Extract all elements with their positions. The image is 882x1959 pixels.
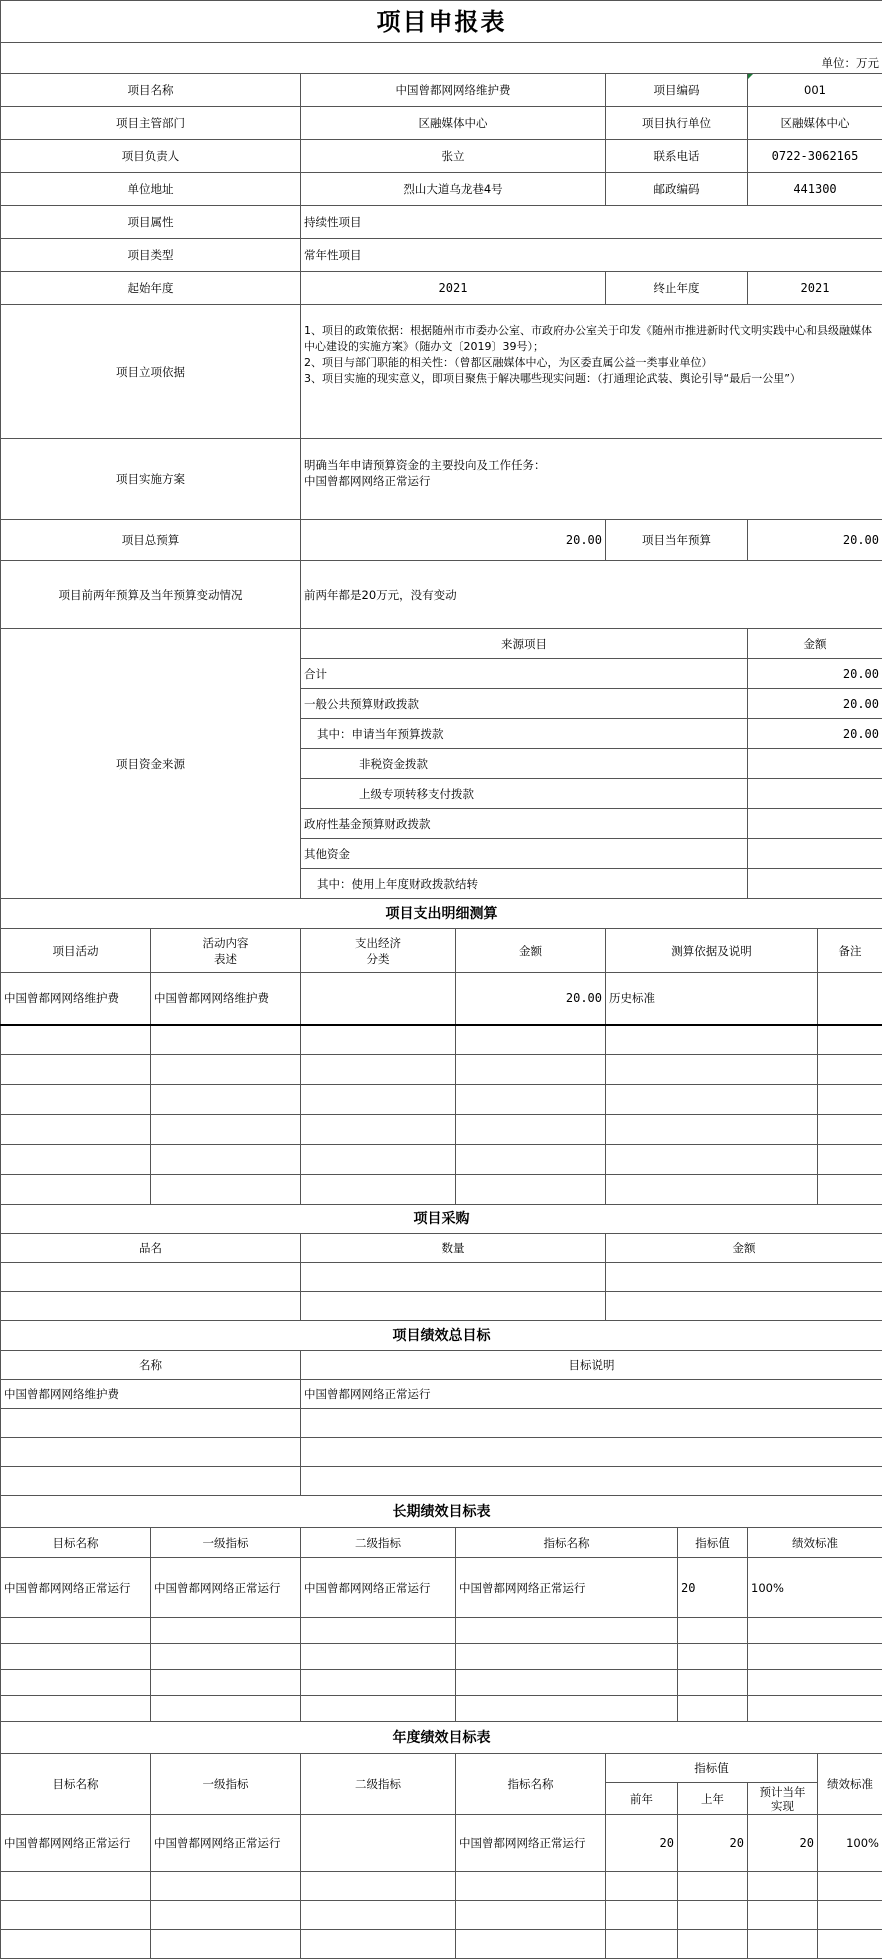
funding-row-name: 其中：申请当年预算拨款: [301, 719, 748, 749]
annual-indicator: 中国曾都网网络正常运行: [456, 1815, 606, 1872]
expense-empty-row: [1, 1025, 882, 1055]
purchase-empty-row: [1, 1292, 882, 1321]
code-value: 001: [748, 74, 882, 107]
owner-label: 项目负责人: [1, 140, 301, 173]
expense-basis: 历史标准: [606, 973, 818, 1025]
overall-goal-empty-row: [1, 1467, 882, 1496]
total-budget-value: 20.00: [301, 520, 606, 561]
type-value: 常年性项目: [301, 239, 882, 272]
funding-row-name: 其他资金: [301, 839, 748, 869]
long-term-header: 一级指标: [151, 1528, 301, 1558]
overall-goal-header: 名称: [1, 1351, 301, 1380]
unit-label: 单位：万元: [1, 43, 882, 74]
expense-econ: [301, 973, 456, 1025]
annual-empty-row: [1, 1930, 882, 1959]
name-label: 项目名称: [1, 74, 301, 107]
attr-label: 项目属性: [1, 206, 301, 239]
long-term-empty-row: [1, 1644, 882, 1670]
total-budget-label: 项目总预算: [1, 520, 301, 561]
end-year-label: 终止年度: [606, 272, 748, 305]
funding-col-source: 来源项目: [301, 629, 748, 659]
expense-header: 活动内容 表述: [151, 929, 301, 973]
expense-section-title: 项目支出明细测算: [1, 899, 882, 929]
expense-header: 金额: [456, 929, 606, 973]
expense-empty-row: [1, 1115, 882, 1145]
page-title: 项目申报表: [1, 1, 882, 43]
expense-activity: 中国曾都网网络维护费: [1, 973, 151, 1025]
funding-row-name: 政府性基金预算财政拨款: [301, 809, 748, 839]
expense-note: [818, 973, 882, 1025]
purchase-header: 数量: [301, 1234, 606, 1263]
basis-value: 1、项目的政策依据：根据随州市市委办公室、市政府办公室关于印发《随州市推进新时代文明实践中心和县级融媒体中心建设的实施方案》（随办文〔2019〕39号）； 2、项目与部门职能的相关性：（曾都区融媒体中心，为区委直属公益一类事业单位） 3、项目实施的现实意义，即项目聚焦于解决哪些现实问题：（打通理论武装、舆论引导“最后一公里”）: [301, 305, 882, 439]
funding-row-amount: [748, 749, 882, 779]
funding-row-amount: [748, 809, 882, 839]
funding-row-name: 非税资金拨款: [301, 749, 748, 779]
expense-empty-row: [1, 1055, 882, 1085]
funding-row-name: 其中：使用上年度财政拨款结转: [301, 869, 748, 899]
long-term-value: 20: [678, 1558, 748, 1618]
zip-label: 邮政编码: [606, 173, 748, 206]
funding-row-amount: [748, 869, 882, 899]
annual-lvl2: [301, 1815, 456, 1872]
end-year-value: 2021: [748, 272, 882, 305]
funding-row-amount: 20.00: [748, 659, 882, 689]
purchase-header: 品名: [1, 1234, 301, 1263]
overall-goal-desc: 中国曾都网网络正常运行: [301, 1380, 882, 1409]
purchase-section-title: 项目采购: [1, 1205, 882, 1234]
purchase-header: 金额: [606, 1234, 882, 1263]
addr-label: 单位地址: [1, 173, 301, 206]
annual-standard: 100%: [818, 1815, 882, 1872]
annual-header: 二级指标: [301, 1754, 456, 1815]
long-term-header: 目标名称: [1, 1528, 151, 1558]
annual-header: 指标值: [606, 1754, 818, 1783]
funding-row-name: 合计: [301, 659, 748, 689]
funding-label: 项目资金来源: [1, 629, 301, 899]
annual-lvl1: 中国曾都网网络正常运行: [151, 1815, 301, 1872]
annual-section-title: 年度绩效目标表: [1, 1722, 882, 1754]
expense-header: 支出经济 分类: [301, 929, 456, 973]
expense-empty-row: [1, 1085, 882, 1115]
overall-goal-empty-row: [1, 1438, 882, 1467]
annual-subheader: 前年: [606, 1783, 678, 1815]
start-year-value: 2021: [301, 272, 606, 305]
overall-goal-name: 中国曾都网网络维护费: [1, 1380, 301, 1409]
long-term-empty-row: [1, 1696, 882, 1722]
expense-empty-row: [1, 1145, 882, 1175]
annual-header: 绩效标准: [818, 1754, 882, 1815]
budget-change-value: 前两年都是20万元，没有变动: [301, 561, 882, 629]
annual-value-prev2: 20: [606, 1815, 678, 1872]
long-term-indicator: 中国曾都网网络正常运行: [456, 1558, 678, 1618]
name-value: 中国曾都网网络维护费: [301, 74, 606, 107]
funding-row-amount: [748, 839, 882, 869]
overall-goal-header: 目标说明: [301, 1351, 882, 1380]
budget-change-label: 项目前两年预算及当年预算变动情况: [1, 561, 301, 629]
annual-value-current: 20: [748, 1815, 818, 1872]
funding-row-amount: 20.00: [748, 719, 882, 749]
funding-row-name: 上级专项转移支付拨款: [301, 779, 748, 809]
expense-amount: 20.00: [456, 973, 606, 1025]
long-term-empty-row: [1, 1618, 882, 1644]
year-budget-value: 20.00: [748, 520, 882, 561]
expense-empty-row: [1, 1175, 882, 1205]
owner-value: 张立: [301, 140, 606, 173]
long-term-goal: 中国曾都网网络正常运行: [1, 1558, 151, 1618]
start-year-label: 起始年度: [1, 272, 301, 305]
long-term-standard: 100%: [748, 1558, 882, 1618]
dept-label: 项目主管部门: [1, 107, 301, 140]
annual-empty-row: [1, 1901, 882, 1930]
annual-goal: 中国曾都网网络正常运行: [1, 1815, 151, 1872]
basis-label: 项目立项依据: [1, 305, 301, 439]
addr-value: 烈山大道乌龙巷4号: [301, 173, 606, 206]
type-label: 项目类型: [1, 239, 301, 272]
funding-col-amount: 金额: [748, 629, 882, 659]
overall-goal-section-title: 项目绩效总目标: [1, 1321, 882, 1351]
annual-subheader: 上年: [678, 1783, 748, 1815]
expense-header: 备注: [818, 929, 882, 973]
exec-label: 项目执行单位: [606, 107, 748, 140]
annual-header: 指标名称: [456, 1754, 606, 1815]
attr-value: 持续性项目: [301, 206, 882, 239]
zip-value: 441300: [748, 173, 882, 206]
year-budget-label: 项目当年预算: [606, 520, 748, 561]
code-label: 项目编码: [606, 74, 748, 107]
dept-value: 区融媒体中心: [301, 107, 606, 140]
long-term-header: 二级指标: [301, 1528, 456, 1558]
long-term-header: 绩效标准: [748, 1528, 882, 1558]
expense-header: 项目活动: [1, 929, 151, 973]
long-term-empty-row: [1, 1670, 882, 1696]
annual-empty-row: [1, 1872, 882, 1901]
expense-header: 测算依据及说明: [606, 929, 818, 973]
long-term-lvl1: 中国曾都网网络正常运行: [151, 1558, 301, 1618]
plan-label: 项目实施方案: [1, 439, 301, 520]
annual-subheader: 预计当年 实现: [748, 1783, 818, 1815]
overall-goal-empty-row: [1, 1409, 882, 1438]
funding-row-amount: 20.00: [748, 689, 882, 719]
annual-header: 目标名称: [1, 1754, 151, 1815]
long-term-header: 指标值: [678, 1528, 748, 1558]
purchase-empty-row: [1, 1263, 882, 1292]
annual-header: 一级指标: [151, 1754, 301, 1815]
exec-value: 区融媒体中心: [748, 107, 882, 140]
phone-label: 联系电话: [606, 140, 748, 173]
phone-value: 0722-3062165: [748, 140, 882, 173]
funding-row-name: 一般公共预算财政拨款: [301, 689, 748, 719]
plan-value: 明确当年申请预算资金的主要投向及工作任务： 中国曾都网网络正常运行: [301, 439, 882, 520]
annual-value-prev1: 20: [678, 1815, 748, 1872]
long-term-lvl2: 中国曾都网网络正常运行: [301, 1558, 456, 1618]
long-term-section-title: 长期绩效目标表: [1, 1496, 882, 1528]
expense-content: 中国曾都网网络维护费: [151, 973, 301, 1025]
long-term-header: 指标名称: [456, 1528, 678, 1558]
funding-row-amount: [748, 779, 882, 809]
